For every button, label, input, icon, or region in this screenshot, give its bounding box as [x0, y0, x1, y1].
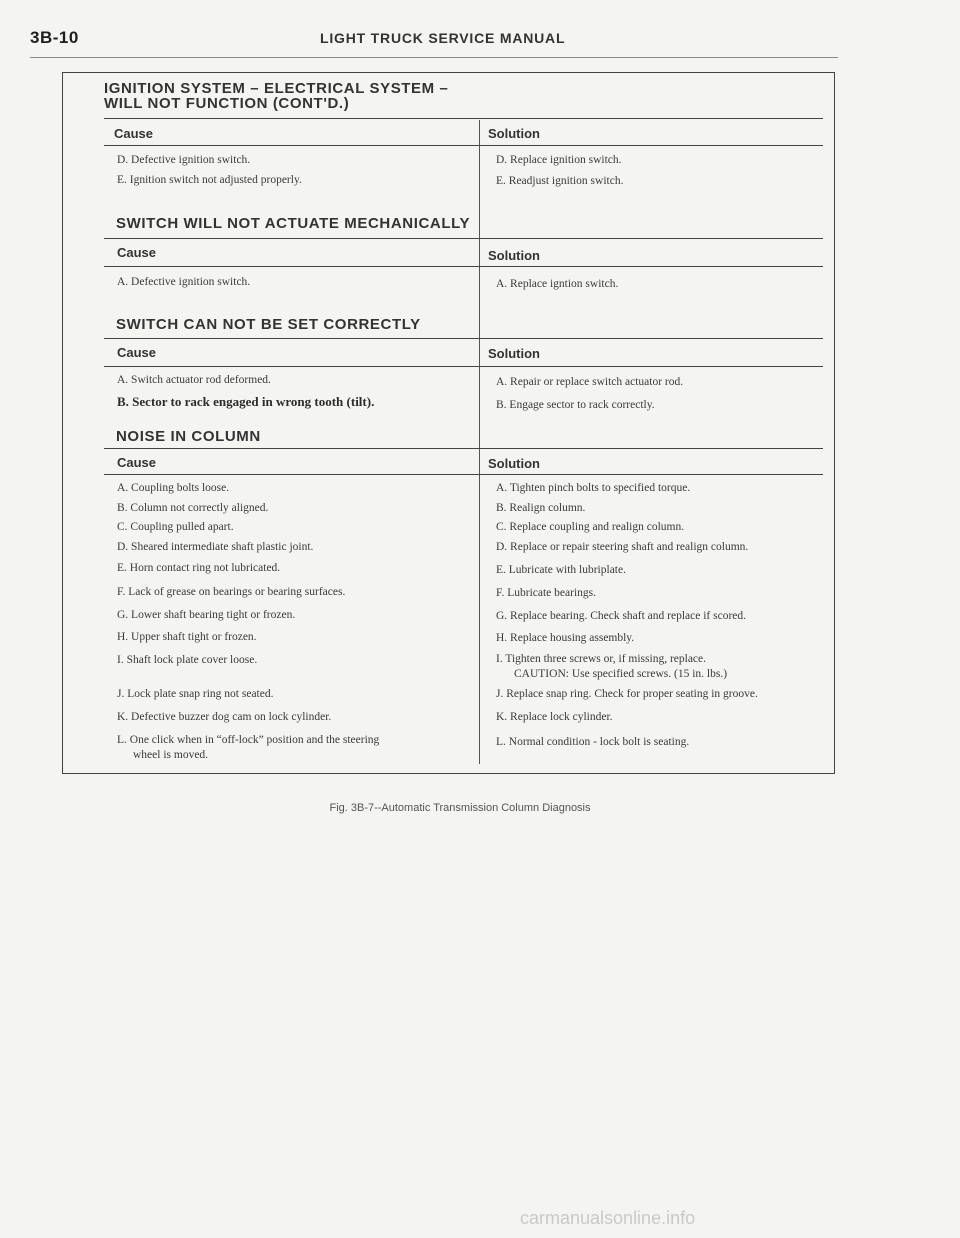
cause-text: L. One click when in “off-lock” position and the steering: [117, 734, 380, 746]
cause-text: E. Ignition switch not adjusted properly.: [117, 174, 302, 186]
manual-title: LIGHT TRUCK SERVICE MANUAL: [320, 30, 566, 46]
header-bottom-rule: [104, 366, 823, 367]
solution-text: D. Replace ignition switch.: [496, 154, 622, 166]
solution-text: J. Replace snap ring. Check for proper seating in groove.: [496, 688, 758, 700]
header-bottom-rule: [104, 266, 823, 267]
header-bottom-rule: [104, 474, 823, 475]
section-top-rule: [104, 338, 823, 339]
solution-text: A. Replace igntion switch.: [496, 278, 619, 290]
cause-text: B. Column not correctly aligned.: [117, 502, 269, 514]
cause-text: I. Shaft lock plate cover loose.: [117, 654, 258, 666]
cause-text: H. Upper shaft tight or frozen.: [117, 631, 257, 643]
solution-text: G. Replace bearing. Check shaft and replace if scored.: [496, 610, 747, 622]
solution-text: F. Lubricate bearings.: [496, 587, 596, 599]
cause-text: B. Sector to rack engaged in wrong tooth (tilt).: [117, 394, 375, 409]
solution-text: A. Repair or replace switch actuator rod.: [496, 376, 684, 388]
solution-caution-text: CAUTION: Use specified screws. (15 in. lbs.): [514, 668, 728, 680]
cause-column-header: Cause: [117, 455, 157, 470]
table-main-title-line2: WILL NOT FUNCTION (CONT'D.): [104, 95, 350, 112]
header-divider: [30, 57, 838, 58]
solution-text: B. Realign column.: [496, 502, 586, 514]
cause-text: E. Horn contact ring not lubricated.: [117, 562, 281, 574]
solution-text: E. Readjust ignition switch.: [496, 175, 624, 187]
solution-text: I. Tighten three screws or, if missing, replace.: [496, 653, 707, 665]
column-divider: [479, 120, 480, 764]
solution-text: H. Replace housing assembly.: [496, 632, 635, 644]
table-main-title-line1: IGNITION SYSTEM – ELECTRICAL SYSTEM –: [104, 80, 449, 97]
solution-text: K. Replace lock cylinder.: [496, 711, 613, 723]
cause-text: G. Lower shaft bearing tight or frozen.: [117, 609, 296, 621]
cause-text: D. Defective ignition switch.: [117, 154, 251, 166]
section-top-rule: [104, 238, 823, 239]
cause-text: A. Defective ignition switch.: [117, 276, 251, 288]
solution-text: C. Replace coupling and realign column.: [496, 521, 685, 533]
cause-column-header: Cause: [117, 345, 157, 360]
cause-text: A. Switch actuator rod deformed.: [117, 374, 271, 386]
solution-text: B. Engage sector to rack correctly.: [496, 399, 655, 411]
cause-column-header: Cause: [117, 245, 157, 260]
solution-column-header: Solution: [488, 126, 540, 141]
section-title: NOISE IN COLUMN: [116, 428, 261, 445]
cause-text: J. Lock plate snap ring not seated.: [117, 688, 274, 700]
cause-text-continued: wheel is moved.: [133, 749, 209, 761]
cause-text: A. Coupling bolts loose.: [117, 482, 230, 494]
cause-text: C. Coupling pulled apart.: [117, 521, 234, 533]
cause-text: F. Lack of grease on bearings or bearing surfaces.: [117, 586, 346, 598]
solution-text: E. Lubricate with lubriplate.: [496, 564, 626, 576]
solution-column-header: Solution: [488, 456, 540, 471]
cause-text: D. Sheared intermediate shaft plastic joint.: [117, 541, 314, 553]
cause-text: K. Defective buzzer dog cam on lock cylinder.: [117, 711, 332, 723]
watermark: carmanualsonline.info: [520, 1208, 696, 1228]
solution-column-header: Solution: [488, 346, 540, 361]
solution-column-header: Solution: [488, 248, 540, 263]
figure-caption: Fig. 3B-7--Automatic Transmission Column Diagnosis: [329, 802, 591, 814]
section-title: SWITCH WILL NOT ACTUATE MECHANICALLY: [116, 215, 471, 232]
cause-column-header: Cause: [114, 126, 154, 141]
solution-text: L. Normal condition - lock bolt is seating.: [496, 736, 690, 748]
header-bottom-rule: [104, 145, 823, 146]
section-top-rule: [104, 118, 823, 119]
solution-text: A. Tighten pinch bolts to specified torque.: [496, 482, 691, 494]
section-title: SWITCH CAN NOT BE SET CORRECTLY: [116, 316, 421, 333]
page-number: 3B-10: [30, 28, 79, 47]
section-top-rule: [104, 448, 823, 449]
solution-text: D. Replace or repair steering shaft and realign column.: [496, 541, 749, 553]
